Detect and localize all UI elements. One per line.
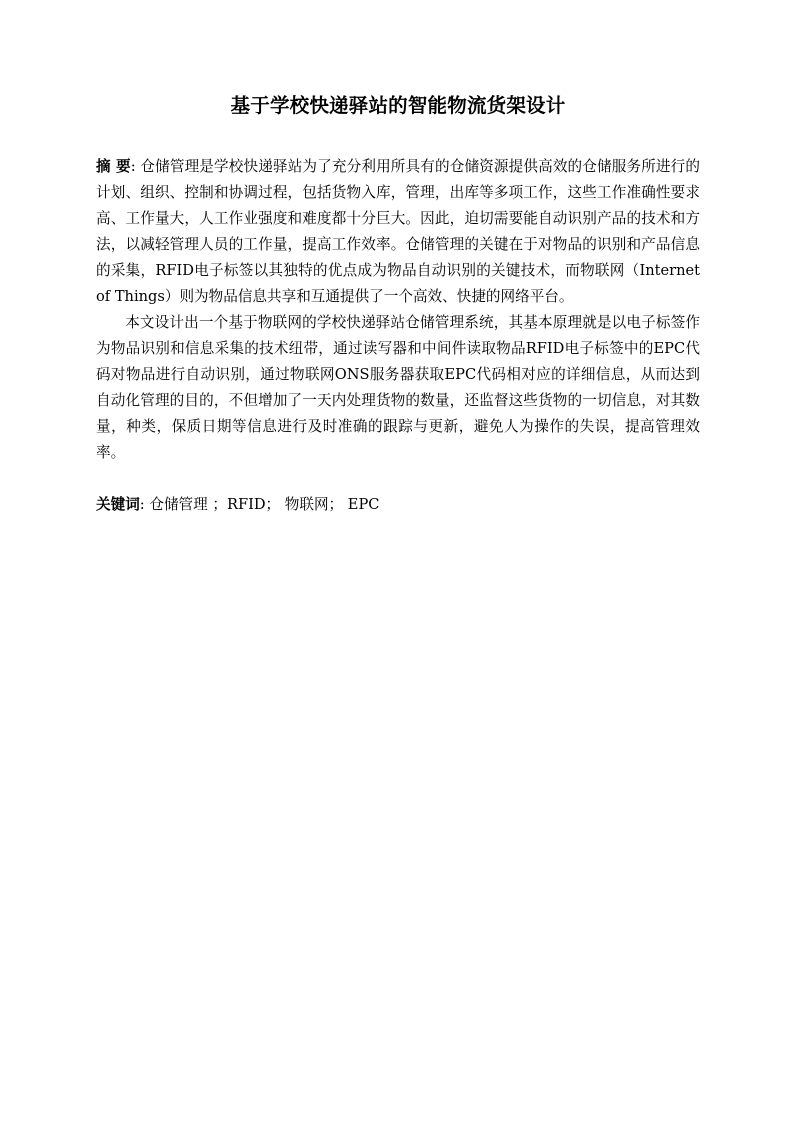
abstract-section (96, 154, 700, 466)
abstract-paragraph-2 (96, 310, 700, 466)
keywords-text: 仓储管理 ；RFID； 物联网； EPC (149, 496, 380, 513)
abstract-separator: : (130, 158, 141, 175)
keywords-section (96, 492, 700, 518)
keywords-label: 关键词 (96, 496, 140, 513)
abstract-text-2: 本文设计出一个基于物联网的学校快递驿站仓储管理系统，其基本原理就是以电子标签作为物品识别和信息采集的技术纽带，通过读写器和中间件读取物品RFID电子标签中的EPC代码对物品进行自动识别，通过物联网ONS服务器获取EPC代码相对应的详细信息，从而达到自动化管理的目的，不但增加了一天内处理货物的数量，还监督这些货物的一切信息，对其数量，种类，保质日期等信息进行及时准确的跟踪与更新，避免人为操作的失误，提高管理效率。 (96, 314, 700, 461)
paper-page (96, 92, 700, 518)
abstract-paragraph-1 (96, 154, 700, 310)
abstract-text-1: 仓储管理是学校快递驿站为了充分利用所具有的仓储资源提供高效的仓储服务所进行的计划、组织、控制和协调过程，包括货物入库，管理，出库等多项工作，这些工作准确性要求高、工作量大，人工作业强度和难度都十分巨大。因此，迫切需要能自动识别产品的技术和方法，以减轻管理人员的工作量，提高工作效率。仓储管理的关键在于对物品的识别和产品信息的采集，RFID电子标签以其独特的优点成为物品自动识别的关键技术，而物联网（Internet of Things）则为物品信息共享和互通提供了一个高效、快捷的网络平台。 (96, 158, 700, 305)
paper-title: 基于学校快递驿站的智能物流货架设计 (230, 94, 566, 117)
keywords-separator: : (139, 496, 150, 513)
abstract-label: 摘 要 (96, 158, 131, 175)
